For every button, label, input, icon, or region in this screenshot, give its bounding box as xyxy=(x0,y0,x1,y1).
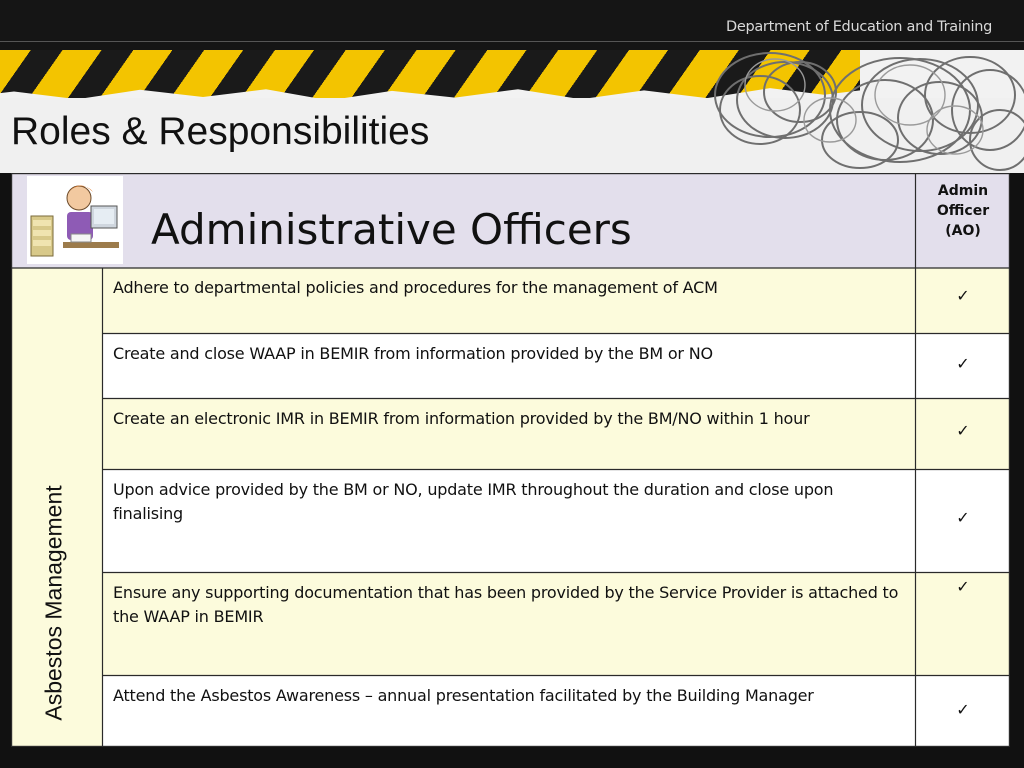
row-group-label: Asbestos Management xyxy=(40,485,67,721)
ao-label-line: Officer xyxy=(936,203,990,219)
table-row: Create an electronic IMR in BEMIR from information provided by the BM/NO within 1 hour xyxy=(103,399,915,469)
table-row: Attend the Asbestos Awareness – annual presentation facilitated by the Building Manager xyxy=(103,676,915,747)
check-icon: ✓ xyxy=(916,676,1010,747)
top-rule xyxy=(0,41,1024,42)
slide-title: Roles & Responsibilities xyxy=(11,110,430,153)
row-group-label-cell xyxy=(11,268,102,747)
organization-name: Department of Education and Training xyxy=(725,19,992,35)
office-worker-illustration xyxy=(27,176,123,264)
check-icon: ✓ xyxy=(916,399,1010,469)
check-icon: ✓ xyxy=(916,573,1010,675)
ao-label-line: (AO) xyxy=(945,223,981,239)
top-bar xyxy=(0,0,1024,50)
table-heading-cell xyxy=(11,173,915,268)
table-row: Create and close WAAP in BEMIR from information provided by the BM or NO xyxy=(103,334,915,398)
check-icon: ✓ xyxy=(916,268,1010,333)
table-heading: Administrative Officers xyxy=(151,205,632,254)
table-row: Ensure any supporting documentation that has been provided by the Service Provider is attached to the WAAP in BEMIR xyxy=(103,573,915,675)
ao-label-line: Admin xyxy=(937,183,989,199)
responsibilities-table xyxy=(11,173,1010,747)
admin-officer-column-header xyxy=(916,173,1010,268)
check-icon: ✓ xyxy=(916,470,1010,572)
table-row: Upon advice provided by the BM or NO, update IMR throughout the duration and close upon finalising xyxy=(103,470,915,572)
check-icon: ✓ xyxy=(916,334,1010,398)
admin-officer-label xyxy=(916,181,1010,241)
table-row: Adhere to departmental policies and procedures for the management of ACM xyxy=(103,268,915,333)
